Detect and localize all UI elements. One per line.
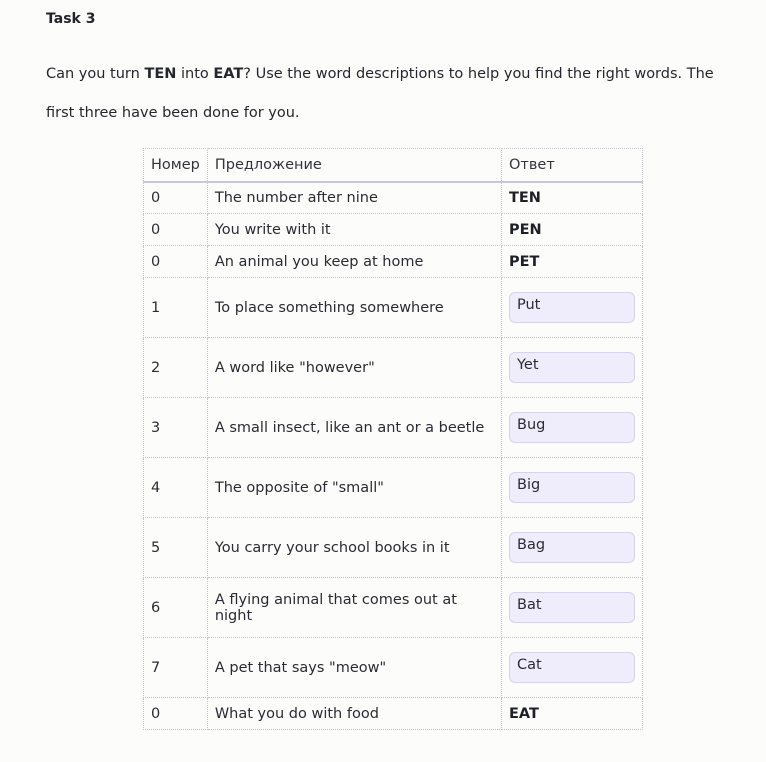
table-row <box>144 214 643 246</box>
row-answer-cell <box>502 518 643 578</box>
word-from: TEN <box>144 66 177 82</box>
row-number: 7 <box>144 638 208 698</box>
table-row <box>144 338 643 398</box>
row-sentence: You carry your school books in it <box>207 518 501 578</box>
row-number: 0 <box>144 182 208 214</box>
table-row <box>144 458 643 518</box>
table-row <box>144 246 643 278</box>
task-title: Task 3 <box>46 11 96 27</box>
answer-input-6[interactable] <box>509 592 635 623</box>
table-row <box>144 518 643 578</box>
row-answer: EAT <box>502 698 643 730</box>
row-answer-cell <box>502 578 643 638</box>
table-row <box>144 398 643 458</box>
table-row <box>144 278 643 338</box>
row-sentence: A small insect, like an ant or a beetle <box>207 398 501 458</box>
row-answer: PEN <box>502 214 643 246</box>
instructions-text-1: Can you turn <box>46 66 145 82</box>
row-number: 0 <box>144 246 208 278</box>
row-number: 0 <box>144 698 208 730</box>
task-instructions <box>46 55 736 133</box>
word-to: EAT <box>213 66 244 82</box>
instructions-text-3: ? Use the word descriptions to help you find the right words. The first three have been done for you. <box>46 66 714 121</box>
table-header-row <box>144 149 643 182</box>
row-sentence: The opposite of "small" <box>207 458 501 518</box>
answer-input-2[interactable] <box>509 352 635 383</box>
row-sentence: A flying animal that comes out at night <box>207 578 501 638</box>
table-row <box>144 182 643 214</box>
row-number: 2 <box>144 338 208 398</box>
row-number: 1 <box>144 278 208 338</box>
row-sentence: You write with it <box>207 214 501 246</box>
row-sentence: What you do with food <box>207 698 501 730</box>
table-row <box>144 698 643 730</box>
row-sentence: An animal you keep at home <box>207 246 501 278</box>
row-sentence: The number after nine <box>207 182 501 214</box>
answer-input-7[interactable] <box>509 652 635 683</box>
row-number: 5 <box>144 518 208 578</box>
row-answer-cell <box>502 398 643 458</box>
table-row <box>144 578 643 638</box>
row-answer-cell <box>502 638 643 698</box>
word-ladder-table <box>143 148 643 730</box>
header-sentence: Предложение <box>207 149 501 182</box>
instructions-text-2: into <box>176 66 214 82</box>
answer-input-1[interactable] <box>509 292 635 323</box>
row-number: 4 <box>144 458 208 518</box>
header-answer: Ответ <box>502 149 643 182</box>
row-number: 0 <box>144 214 208 246</box>
row-sentence: To place something somewhere <box>207 278 501 338</box>
row-answer: TEN <box>502 182 643 214</box>
row-number: 3 <box>144 398 208 458</box>
row-answer-cell <box>502 338 643 398</box>
row-answer-cell <box>502 278 643 338</box>
answer-input-5[interactable] <box>509 532 635 563</box>
table-row <box>144 638 643 698</box>
row-number: 6 <box>144 578 208 638</box>
answer-input-3[interactable] <box>509 412 635 443</box>
row-answer: PET <box>502 246 643 278</box>
row-sentence: A pet that says "meow" <box>207 638 501 698</box>
header-number: Номер <box>144 149 208 182</box>
row-answer-cell <box>502 458 643 518</box>
answer-input-4[interactable] <box>509 472 635 503</box>
row-sentence: A word like "however" <box>207 338 501 398</box>
